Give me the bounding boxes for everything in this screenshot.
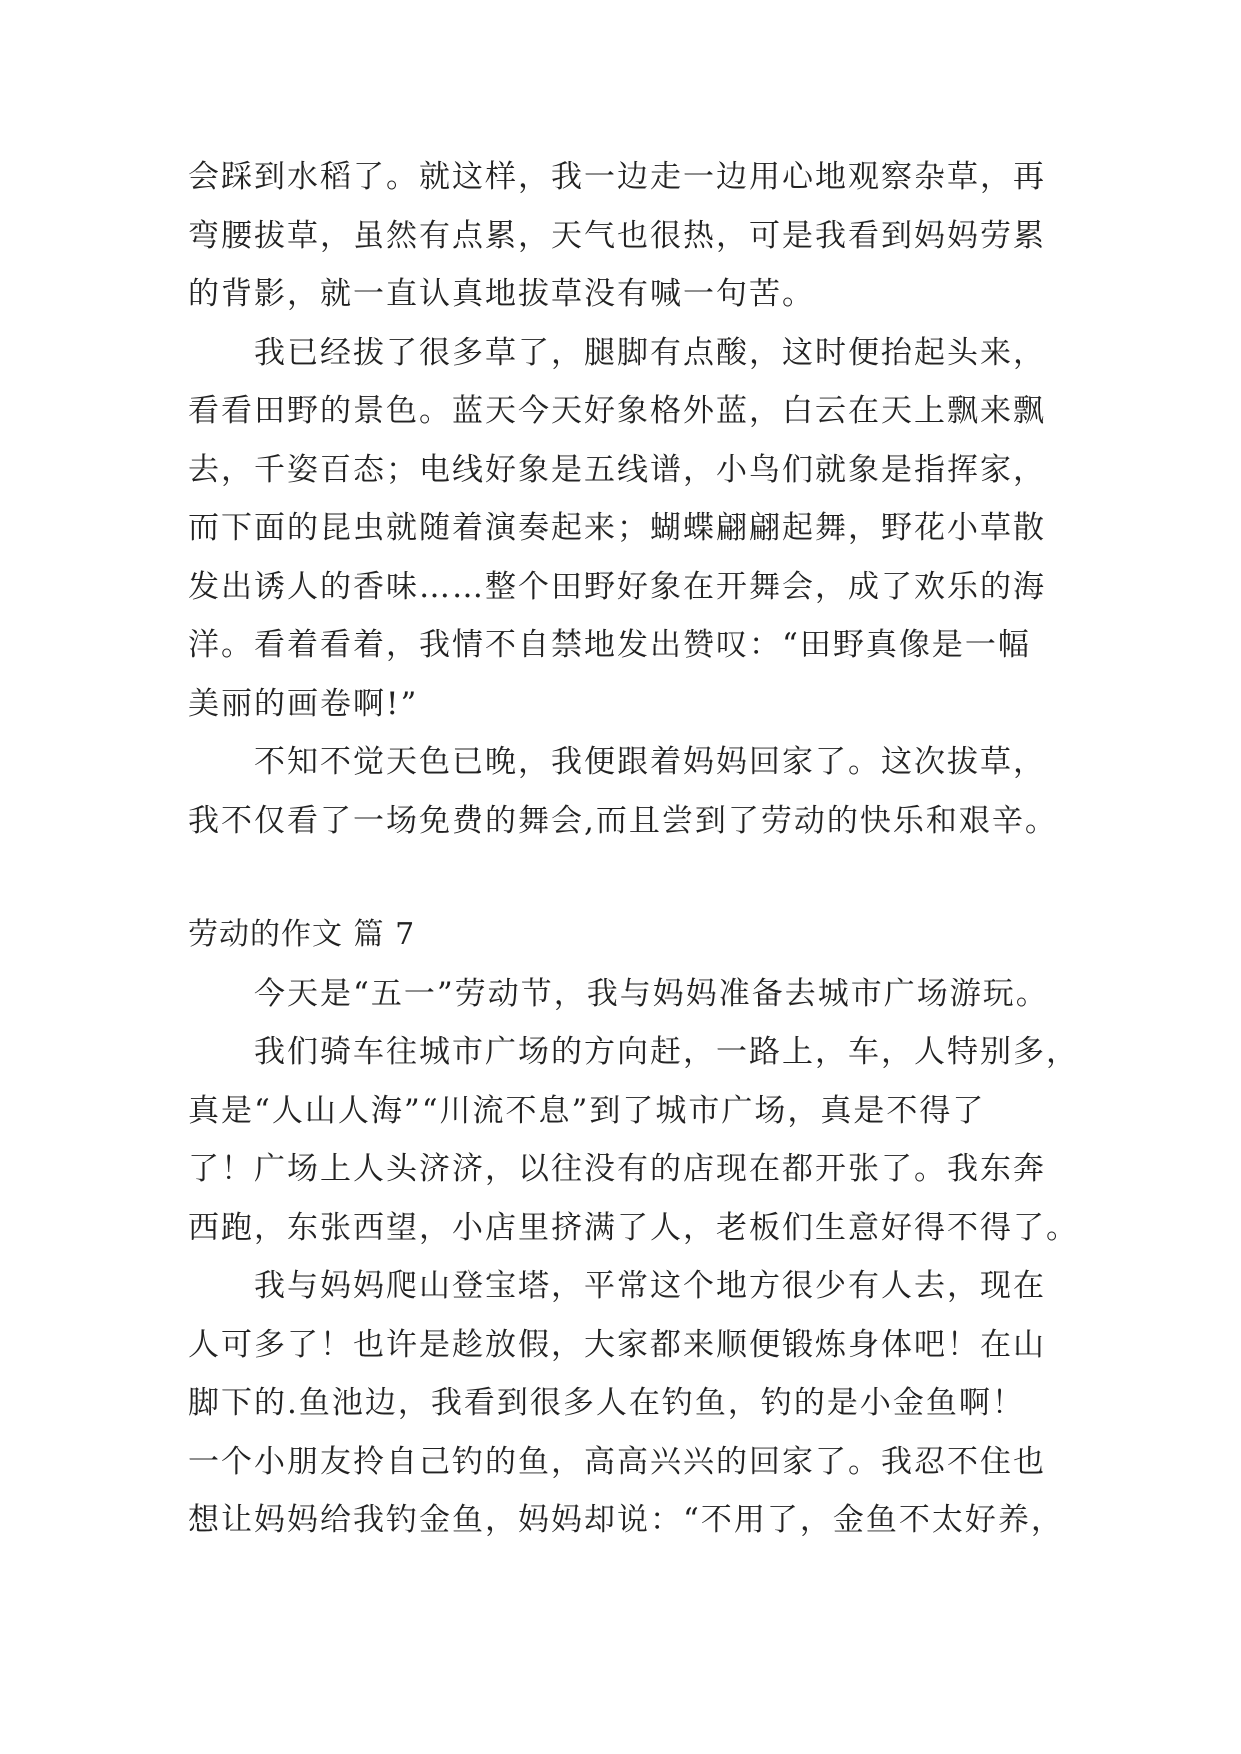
paragraph-line: 人可多了！也许是趁放假，大家都来顺便锻炼身体吧！在山 — [188, 1326, 1046, 1363]
paragraph-line: 真是“人山人海”“川流不息”到了城市广场，真是不得了 — [188, 1092, 986, 1129]
paragraph-line: 而下面的昆虫就随着演奏起来；蝴蝶翩翩起舞，野花小草散 — [188, 510, 1046, 546]
paragraph-line: 西跑，东张西望，小店里挤满了人，老板们生意好得不得了。 — [188, 1209, 1079, 1246]
paragraph-line: 发出诱人的香味……整个田野好象在开舞会，成了欢乐的海 — [188, 568, 1046, 605]
paragraph-line: 不知不觉天色已晚，我便跟着妈妈回家了。这次拔草， — [254, 744, 1046, 780]
document-page — [188, 148, 1079, 1550]
section-heading: 劳动的作文 篇 7 — [188, 917, 416, 952]
paragraph-line: 的背影，就一直认真地拔草没有喊一句苦。 — [188, 276, 815, 312]
paragraph-line: 我们骑车往城市广场的方向赶，一路上，车，人特别多， — [254, 1034, 1079, 1070]
paragraph-line: 看看田野的景色。蓝天今天好象格外蓝，白云在天上飘来飘 — [188, 393, 1046, 429]
article-section-previous — [188, 148, 1068, 850]
paragraph-line: 脚下的.鱼池边，我看到很多人在钓鱼，钓的是小金鱼啊！ — [188, 1385, 1025, 1421]
paragraph-line: 想让妈妈给我钓金鱼，妈妈却说：“不用了，金鱼不太好养， — [188, 1502, 1064, 1538]
paragraph-line: 了！广场上人头济济，以往没有的店现在都开张了。我东奔 — [188, 1151, 1046, 1187]
article-section-7 — [188, 906, 1079, 1550]
paragraph-line: 今天是“五一”劳动节，我与妈妈准备去城市广场游玩。 — [254, 975, 1049, 1012]
paragraph-line: 美丽的画卷啊!” — [188, 685, 419, 722]
paragraph-line: 一个小朋友拎自己钓的鱼，高高兴兴的回家了。我忍不住也 — [188, 1443, 1046, 1480]
paragraph-line: 我不仅看了一场免费的舞会,而且尝到了劳动的快乐和艰辛。 — [188, 802, 1058, 839]
paragraph-line: 会踩到水稻了。就这样，我一边走一边用心地观察杂草，再 — [188, 159, 1046, 195]
paragraph-line: 去，千姿百态；电线好象是五线谱，小鸟们就象是指挥家， — [188, 451, 1046, 488]
paragraph-line: 洋。看着看着，我情不自禁地发出赞叹：“田野真像是一幅 — [188, 627, 1031, 663]
paragraph-line: 我与妈妈爬山登宝塔，平常这个地方很少有人去，现在 — [254, 1268, 1046, 1304]
paragraph-line: 弯腰拔草，虽然有点累，天气也很热，可是我看到妈妈劳累 — [188, 217, 1046, 254]
paragraph-line: 我已经拔了很多草了，腿脚有点酸，这时便抬起头来， — [254, 334, 1046, 371]
